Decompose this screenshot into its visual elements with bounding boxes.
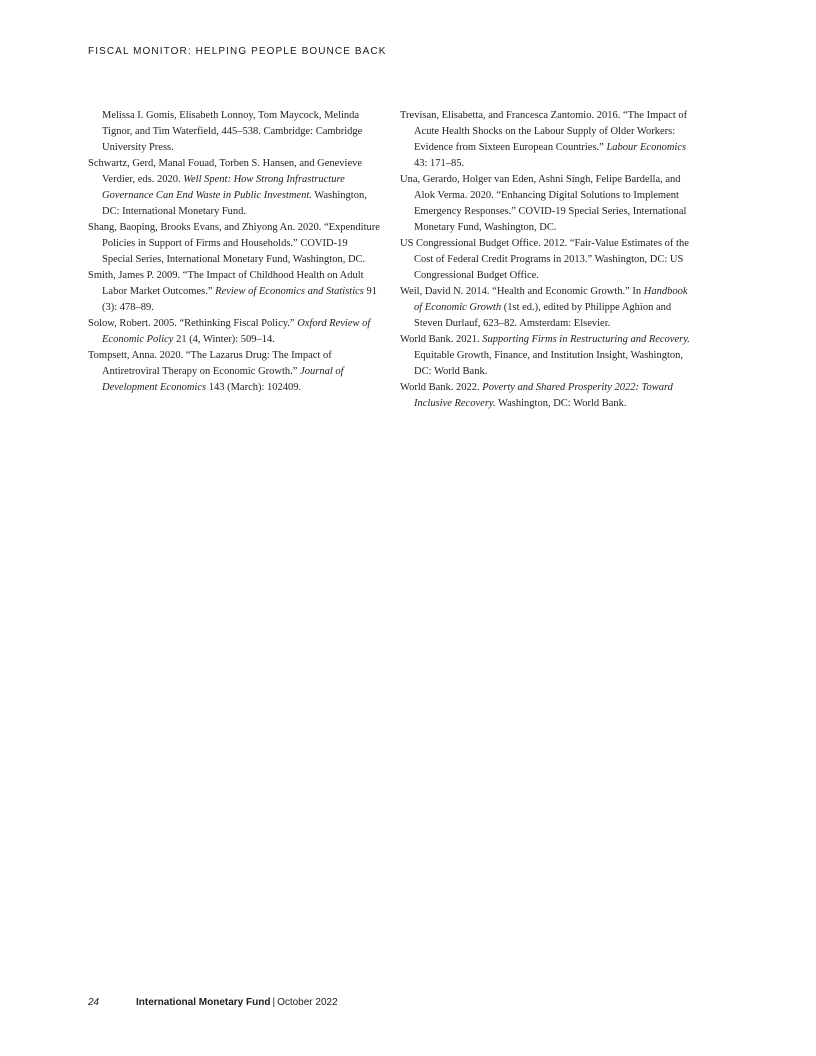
reference-entry: World Bank. 2022. Poverty and Shared Prosperity 2022: Toward Inclusive Recovery. Washington, DC: World Bank. (400, 382, 673, 409)
reference-entry: Melissa I. Gomis, Elisabeth Lonnoy, Tom Maycock, Melinda Tignor, and Tim Waterfield, 445–538. Cambridge: Cambridge University Press. (102, 110, 363, 153)
reference-entry: Weil, David N. 2014. “Health and Economic Growth.” In Handbook of Economic Growth (1st ed.), edited by Philippe Aghion and Steven Durlauf, 623–82. Amsterdam: Elsevier. (400, 286, 688, 329)
page-number: 24 (88, 997, 100, 1008)
references-right-column (400, 108, 692, 412)
reference-entry: World Bank. 2021. Supporting Firms in Restructuring and Recovery. Equitable Growth, Finance, and Institution Insight, Washington, DC: World Bank. (400, 334, 690, 377)
reference-entry: US Congressional Budget Office. 2012. “Fair-Value Estimates of the Cost of Federal Credit Programs in 2013.” Washington, DC: US Congressional Budget Office. (400, 238, 689, 281)
footer-separator: | (272, 997, 276, 1008)
publisher-name: International Monetary Fund (136, 997, 271, 1008)
reference-entry: Shang, Baoping, Brooks Evans, and Zhiyong An. 2020. “Expenditure Policies in Support of Firms and Households.” COVID-19 Special Series, International Monetary Fund, Washington, DC. (88, 222, 380, 265)
page-footer (88, 997, 338, 1008)
running-header: FISCAL MONITOR: HELPING PEOPLE BOUNCE BACK (88, 46, 387, 57)
reference-entry: Una, Gerardo, Holger van Eden, Ashni Singh, Felipe Bardella, and Alok Verma. 2020. “Enhancing Digital Solutions to Implement Emergency Responses.” COVID-19 Special Series, International Monetary Fund, Washington, DC. (400, 174, 687, 233)
reference-entry: Smith, James P. 2009. “The Impact of Childhood Health on Adult Labor Market Outcomes.” Review of Economics and Statistics 91 (3): 478–89. (88, 270, 377, 313)
references-left-column (88, 108, 380, 396)
publication-date: October 2022 (277, 997, 338, 1008)
reference-entry: Solow, Robert. 2005. “Rethinking Fiscal Policy.” Oxford Review of Economic Policy 21 (4, Winter): 509–14. (88, 318, 371, 345)
reference-entry: Tompsett, Anna. 2020. “The Lazarus Drug: The Impact of Antiretroviral Therapy on Economic Growth.” Journal of Development Economics 143 (March): 102409. (88, 350, 344, 393)
reference-entry: Trevisan, Elisabetta, and Francesca Zantomio. 2016. “The Impact of Acute Health Shocks on the Labour Supply of Older Workers: Evidence from Sixteen European Countries.” Labour Economics 43: 171–85. (400, 110, 688, 169)
reference-entry: Schwartz, Gerd, Manal Fouad, Torben S. Hansen, and Genevieve Verdier, eds. 2020. Well Spent: How Strong Infrastructure Governance Can End Waste in Public Investment. Washington, DC: International Monetary Fund. (88, 158, 367, 217)
